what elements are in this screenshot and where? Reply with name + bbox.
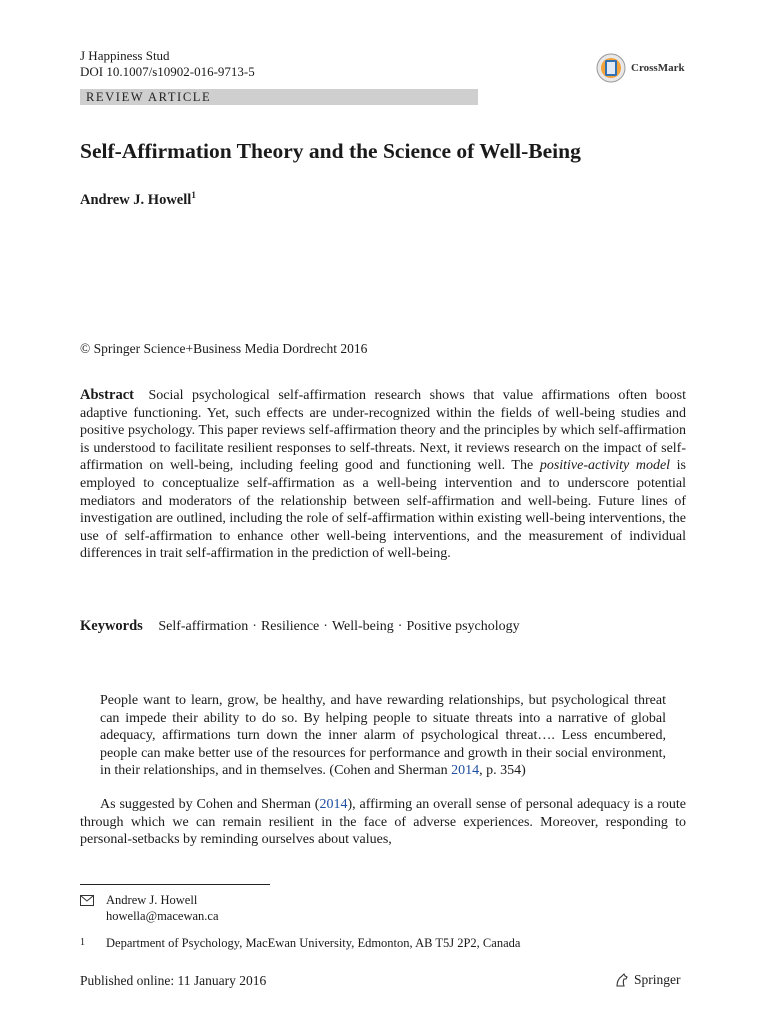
quote-text: People want to learn, grow, be healthy, and have rewarding relationships, but psychological threat can impede their ability to do so. By helping people to situate threats into a narrative of global adequacy, affirmations turn down the inner alarm of psychological threat…. Less encumbered, people can make better use of the resources for performance and growth in their social environment, in their relationships, and in themselves. (Cohen and Sherman [100, 693, 666, 779]
body-text-2: ), affirming an overall sense of personal adequacy is a route through which we can remain resilient in the face of adverse experiences. Moreover, responding to personal-setbacks by reminding ourselves about values, [80, 797, 686, 848]
journal-header [80, 48, 255, 80]
keyword-separator: · [252, 619, 257, 634]
abstract-label: Abstract [80, 387, 134, 403]
keywords-label: Keywords [80, 618, 143, 634]
abstract-italic-term: positive-activity model [539, 458, 671, 474]
envelope-icon [80, 892, 106, 924]
epigraph-quote [100, 692, 666, 780]
abstract [80, 387, 686, 563]
abstract-text-1: Social psychological self-affirmation research shows that value affirmations often boost adaptive functioning. Yet, such effects are under-recognized within the fields of well-being studies and positive psychology. This paper reviews self-affirmation theory and the principles by which self-affirmation is understood to facilitate resilient responses to self-threats. Next, it reviews research on the impact of self-affirmation on well-being, including feeling good and functioning well. The [80, 388, 686, 474]
publisher-name: Springer [634, 972, 681, 987]
keyword-separator: · [397, 619, 403, 634]
abstract-text-2: is employed to conceptualize self-affirmation as a well-being intervention and to underscore potential mediators and moderators of the relationship between self-affirmation and well-being. Future lines of investigation are outlined, including the role of self-affirmation within existing well-being interventions, the use of self-affirmation to enhance other well-being interventions, and the measurement of individual differences in trait self-affirmation in the prediction of well-being. [80, 458, 686, 562]
published-date: Published online: 11 January 2016 [80, 973, 267, 988]
keyword-separator: · [323, 619, 328, 634]
affil-number: 1 [80, 937, 85, 948]
author-affil-marker: 1 [191, 190, 196, 200]
doi: DOI 10.1007/s10902-016-9713-5 [80, 64, 255, 79]
copyright-line: © Springer Science+Business Media Dordrecht 2016 [80, 341, 368, 356]
footnote-divider [80, 884, 270, 885]
keyword-item: Positive psychology [406, 619, 520, 634]
author-name: Andrew J. Howell [80, 191, 192, 208]
corresponding-author [80, 892, 219, 924]
crossmark-icon [596, 52, 626, 84]
body-paragraph [80, 796, 686, 849]
affiliation-footnote [80, 935, 520, 951]
keyword-item: Self-affirmation [158, 619, 249, 634]
keywords-line [80, 618, 520, 635]
keyword-item: Resilience [260, 619, 320, 634]
body-text-1: As suggested by Cohen and Sherman ( [100, 797, 320, 812]
body-ref-link[interactable]: 2014 [319, 797, 348, 812]
springer-horse-icon [614, 972, 630, 988]
affil-text: Department of Psychology, MacEwan University, Edmonton, AB T5J 2P2, Canada [106, 936, 521, 950]
keyword-item: Well-being [331, 619, 394, 634]
quote-ref-link[interactable]: 2014 [451, 763, 480, 779]
crossmark-label: CrossMark [631, 62, 685, 74]
crossmark-badge[interactable] [596, 52, 685, 84]
journal-name: J Happiness Stud [80, 48, 170, 63]
paper-title: Self-Affirmation Theory and the Science of Well-Being [80, 139, 581, 163]
article-type-band: REVIEW ARTICLE [80, 89, 478, 105]
publisher-logo [614, 972, 681, 988]
author-line [80, 190, 196, 209]
contact-name: Andrew J. Howell [106, 893, 198, 907]
contact-email[interactable]: howella@macewan.ca [106, 909, 219, 923]
quote-tail: , p. 354) [479, 763, 526, 779]
